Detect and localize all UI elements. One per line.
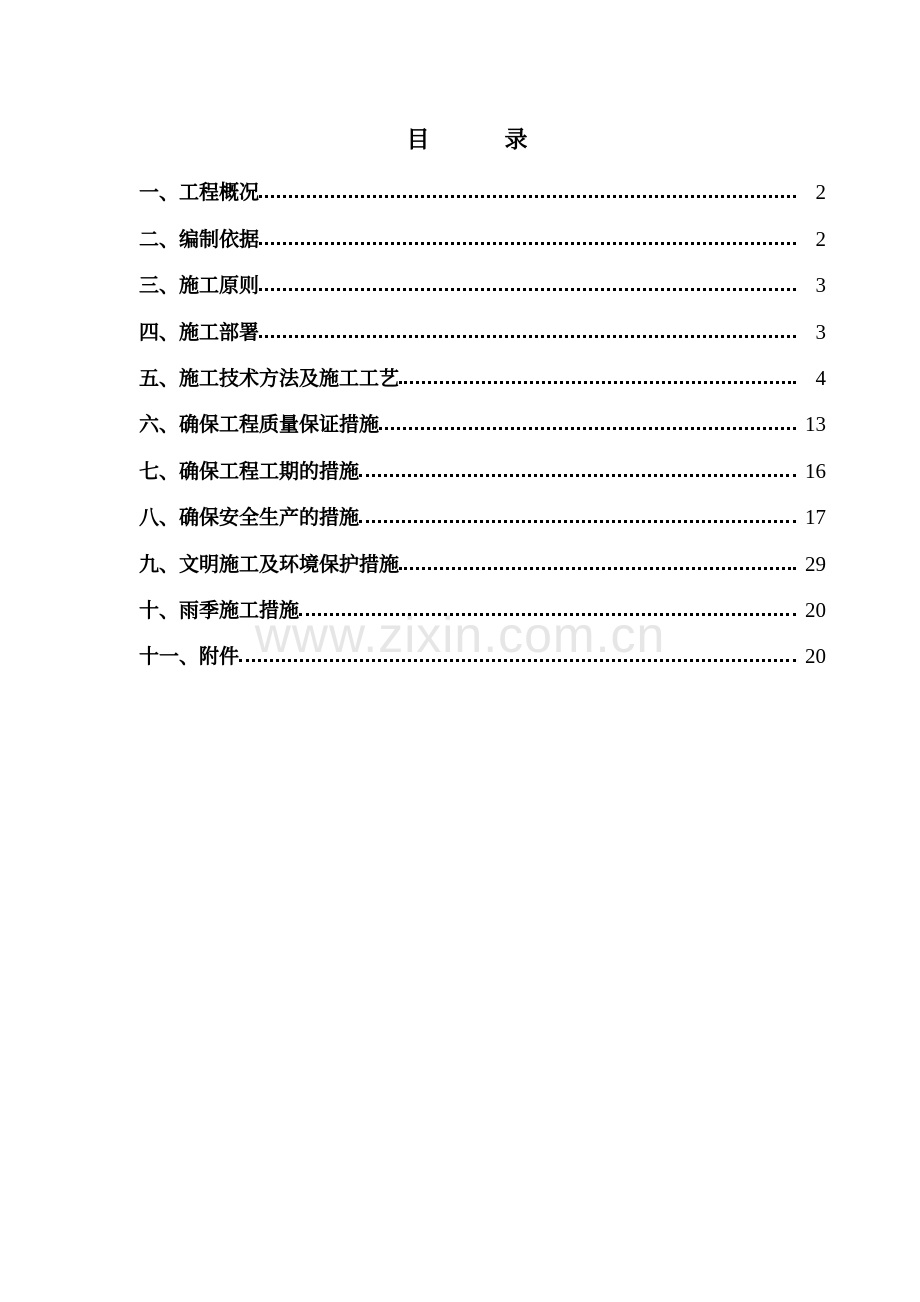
toc-entry-page: 2	[815, 226, 826, 251]
toc-leader-dots	[259, 265, 796, 305]
toc-leader-dots	[399, 358, 796, 398]
toc-entry[interactable]	[139, 259, 826, 305]
toc-entry[interactable]	[139, 166, 826, 212]
toc-entry-page: 3	[815, 273, 826, 298]
toc-leader-dots	[379, 404, 796, 444]
toc-entry-label: 五、施工技术方法及施工工艺	[139, 365, 399, 390]
toc-leader-dots	[299, 590, 796, 630]
toc-leader-dots	[399, 544, 796, 584]
toc-entry-page: 16	[805, 458, 826, 483]
toc-entry[interactable]	[139, 584, 826, 630]
toc-entry-label: 十一、附件	[139, 644, 239, 669]
toc-leader-dots	[259, 219, 796, 259]
toc-entry-page: 20	[805, 597, 826, 622]
toc-entry[interactable]	[139, 537, 826, 583]
toc-entry-label: 九、文明施工及环境保护措施	[139, 551, 399, 576]
toc-entry-label: 一、工程概况	[139, 180, 259, 205]
toc-title: 目 录	[406, 126, 554, 153]
toc-entry[interactable]	[139, 305, 826, 351]
toc-entry[interactable]	[139, 398, 826, 444]
toc-entry-label: 六、确保工程质量保证措施	[139, 412, 379, 437]
toc-leader-dots	[239, 636, 796, 676]
toc-entry-page: 17	[805, 505, 826, 530]
toc-entry-page: 4	[815, 365, 826, 390]
toc-leader-dots	[259, 312, 796, 352]
toc-entry-page: 2	[815, 180, 826, 205]
toc-entry-page: 3	[815, 319, 826, 344]
watermark: www.zixin.com.cn	[254, 607, 666, 663]
toc-entry-label: 四、施工部署	[139, 319, 259, 344]
toc-leader-dots	[359, 497, 796, 537]
toc-entry-page: 29	[805, 551, 826, 576]
toc-leader-dots	[359, 451, 796, 491]
toc-entry-label: 七、确保工程工期的措施	[139, 458, 359, 483]
toc-entry[interactable]	[139, 352, 826, 398]
toc-entry[interactable]	[139, 630, 826, 676]
toc-entry-label: 二、编制依据	[139, 226, 259, 251]
toc-entry-label: 八、确保安全生产的措施	[139, 505, 359, 530]
toc-entry[interactable]	[139, 444, 826, 490]
toc-entry[interactable]	[139, 491, 826, 537]
toc-entry-page: 20	[805, 644, 826, 669]
toc-entry-label: 十、雨季施工措施	[139, 597, 299, 622]
toc-leader-dots	[259, 172, 796, 212]
table-of-contents	[139, 166, 826, 676]
toc-entry-page: 13	[805, 412, 826, 437]
toc-entry-label: 三、施工原则	[139, 273, 259, 298]
toc-entry[interactable]	[139, 212, 826, 258]
